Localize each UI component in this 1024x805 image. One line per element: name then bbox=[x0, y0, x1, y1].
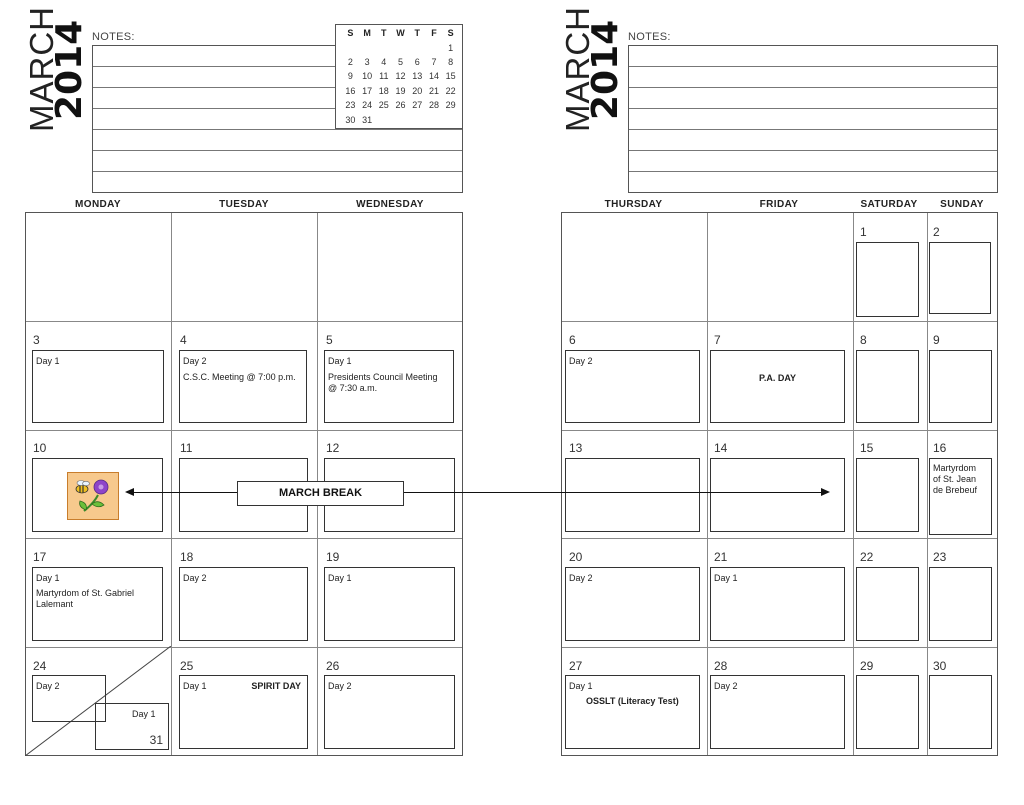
event-text: OSSLT (Literacy Test) bbox=[586, 696, 679, 706]
date-number: 9 bbox=[933, 333, 940, 347]
event-text: de Brebeuf bbox=[933, 485, 978, 495]
day-header-monday: MONDAY bbox=[75, 199, 121, 210]
date-number: 25 bbox=[180, 659, 194, 673]
notes-area-right[interactable] bbox=[628, 45, 998, 193]
day-cell-mar-5[interactable] bbox=[324, 350, 454, 423]
mini-cal-header: T bbox=[414, 28, 420, 39]
date-number: 21 bbox=[714, 550, 728, 564]
day-cell-mar-1[interactable] bbox=[856, 242, 919, 317]
cycle-day-label: Day 1 bbox=[132, 709, 156, 719]
day-cell-mar-2[interactable] bbox=[929, 242, 991, 314]
mini-cal-day: 19 bbox=[395, 85, 406, 96]
mini-cal-header: M bbox=[363, 28, 371, 39]
day-cell-mar-28[interactable] bbox=[710, 675, 845, 749]
date-number: 18 bbox=[180, 550, 194, 564]
day-cell-mar-15[interactable] bbox=[856, 458, 919, 532]
event-text: Martyrdom of St. Gabriel bbox=[36, 588, 135, 598]
event-text: @ 7:30 a.m. bbox=[328, 383, 378, 393]
mini-cal-day: 24 bbox=[362, 100, 373, 111]
mini-cal-header: S bbox=[347, 28, 354, 39]
mini-cal-day: 6 bbox=[414, 56, 420, 67]
date-number: 11 bbox=[180, 441, 193, 455]
mini-cal-day: 26 bbox=[395, 100, 406, 111]
date-number: 31 bbox=[149, 733, 163, 747]
date-number: 4 bbox=[180, 333, 187, 347]
date-number: 16 bbox=[933, 441, 947, 455]
event-text: Lalemant bbox=[36, 599, 74, 609]
day-cell-mar-21[interactable] bbox=[710, 567, 845, 641]
day-header-friday: FRIDAY bbox=[759, 199, 799, 210]
date-number: 29 bbox=[860, 659, 874, 673]
event-text: SPIRIT DAY bbox=[251, 681, 301, 691]
day-cell-mar-20[interactable] bbox=[565, 567, 700, 641]
event-text: Presidents Council Meeting bbox=[328, 372, 438, 382]
day-cell-mar-31[interactable] bbox=[95, 703, 169, 750]
date-number: 14 bbox=[714, 441, 728, 455]
mini-cal-day: 23 bbox=[345, 100, 356, 111]
date-number: 20 bbox=[569, 550, 583, 564]
cycle-day-label: Day 1 bbox=[183, 681, 207, 691]
cycle-day-label: Day 2 bbox=[183, 573, 207, 583]
day-header-sunday: SUNDAY bbox=[940, 199, 984, 210]
event-text: of St. Jean bbox=[933, 474, 977, 484]
arrow-head-right bbox=[821, 488, 830, 496]
mini-cal-day: 7 bbox=[431, 56, 437, 67]
date-number: 3 bbox=[33, 333, 40, 347]
cycle-day-label: Day 2 bbox=[328, 681, 352, 691]
day-cell-mar-7[interactable] bbox=[710, 350, 845, 423]
mini-cal-day: 10 bbox=[362, 71, 373, 82]
day-cell-mar-23[interactable] bbox=[929, 567, 992, 641]
notes-label-right: NOTES: bbox=[628, 31, 671, 43]
date-number: 27 bbox=[569, 659, 583, 673]
day-cell-mar-29[interactable] bbox=[856, 675, 919, 749]
date-number: 6 bbox=[569, 333, 576, 347]
cycle-day-label: Day 2 bbox=[714, 681, 738, 691]
mini-cal-day: 4 bbox=[381, 56, 387, 67]
mini-cal-day: 8 bbox=[448, 56, 454, 67]
date-number: 12 bbox=[326, 441, 340, 455]
date-number: 26 bbox=[326, 659, 340, 673]
year-title-right: 2014 bbox=[585, 19, 626, 120]
day-cell-mar-6[interactable] bbox=[565, 350, 700, 423]
mini-cal-day: 18 bbox=[378, 85, 389, 96]
date-number: 7 bbox=[714, 333, 721, 347]
date-number: 23 bbox=[933, 550, 947, 564]
mini-cal-day: 5 bbox=[398, 56, 404, 67]
mini-cal-day: 17 bbox=[362, 85, 373, 96]
mini-cal-header: T bbox=[381, 28, 387, 39]
bee-flower-clipart bbox=[67, 472, 119, 520]
notes-label-left: NOTES: bbox=[92, 31, 135, 43]
date-number: 17 bbox=[33, 550, 47, 564]
day-cell-mar-8[interactable] bbox=[856, 350, 919, 423]
month-title-right: MARCH bbox=[559, 6, 596, 132]
march-break-label: MARCH BREAK bbox=[237, 481, 404, 506]
cycle-day-label: Day 1 bbox=[328, 356, 352, 366]
cycle-day-label: Day 2 bbox=[569, 356, 593, 366]
day-header-wednesday: WEDNESDAY bbox=[356, 199, 424, 210]
day-cell-mar-25[interactable] bbox=[179, 675, 308, 749]
event-text: P.A. DAY bbox=[758, 373, 797, 383]
mini-cal-day: 3 bbox=[364, 56, 370, 67]
date-number: 19 bbox=[326, 550, 340, 564]
mini-cal-day: 22 bbox=[445, 85, 456, 96]
date-number: 13 bbox=[569, 441, 583, 455]
mini-cal-day: 13 bbox=[412, 71, 423, 82]
mini-cal-day: 16 bbox=[345, 85, 356, 96]
mini-cal-day: 21 bbox=[428, 85, 439, 96]
mini-cal-day: 14 bbox=[428, 71, 439, 82]
day-cell-mar-27[interactable] bbox=[565, 675, 700, 749]
mini-cal-day: 2 bbox=[347, 56, 353, 67]
day-cell-mar-22[interactable] bbox=[856, 567, 919, 641]
cycle-day-label: Day 1 bbox=[36, 356, 60, 366]
day-cell-mar-26[interactable] bbox=[324, 675, 455, 749]
day-cell-mar-30[interactable] bbox=[929, 675, 992, 749]
date-number: 2 bbox=[933, 225, 940, 239]
mini-cal-day: 11 bbox=[379, 71, 389, 82]
mini-calendar bbox=[335, 24, 463, 129]
event-text: Martyrdom bbox=[933, 463, 977, 473]
event-text: C.S.C. Meeting @ 7:00 p.m. bbox=[183, 372, 296, 382]
cycle-day-label: Day 1 bbox=[36, 573, 60, 583]
date-number: 5 bbox=[326, 333, 333, 347]
mini-cal-day: 31 bbox=[362, 114, 373, 125]
mini-cal-header: W bbox=[396, 28, 405, 39]
date-number: 22 bbox=[860, 550, 874, 564]
cycle-day-label: Day 1 bbox=[328, 573, 352, 583]
mini-cal-day: 29 bbox=[445, 100, 456, 111]
cycle-day-label: Day 2 bbox=[183, 356, 207, 366]
day-cell-mar-13[interactable] bbox=[565, 458, 700, 532]
march-break-arrow-right bbox=[404, 492, 822, 493]
date-number: 1 bbox=[860, 225, 867, 239]
date-number: 10 bbox=[33, 441, 47, 455]
year-title-left: 2014 bbox=[49, 19, 90, 120]
day-cell-mar-19[interactable] bbox=[324, 567, 455, 641]
date-number: 30 bbox=[933, 659, 947, 673]
cycle-day-label: Day 2 bbox=[569, 573, 593, 583]
day-cell-mar-18[interactable] bbox=[179, 567, 308, 641]
mini-cal-day: 30 bbox=[345, 114, 356, 125]
cycle-day-label: Day 1 bbox=[714, 573, 738, 583]
mini-cal-header: F bbox=[431, 28, 437, 39]
mini-cal-day: 1 bbox=[448, 42, 454, 53]
mini-cal-header: S bbox=[447, 28, 454, 39]
mini-cal-day: 28 bbox=[428, 100, 439, 111]
day-cell-mar-16[interactable] bbox=[929, 458, 992, 535]
day-cell-mar-17[interactable] bbox=[32, 567, 163, 641]
mini-cal-day: 9 bbox=[347, 71, 353, 82]
mini-cal-day: 15 bbox=[445, 71, 456, 82]
cycle-day-label: Day 1 bbox=[569, 681, 593, 691]
mini-cal-day: 25 bbox=[378, 100, 389, 111]
day-cell-mar-3[interactable] bbox=[32, 350, 164, 423]
day-header-tuesday: TUESDAY bbox=[219, 199, 269, 210]
date-number: 24 bbox=[33, 659, 47, 673]
mini-cal-day: 27 bbox=[412, 100, 423, 111]
date-number: 8 bbox=[860, 333, 867, 347]
day-header-thursday: THURSDAY bbox=[604, 199, 663, 210]
date-number: 28 bbox=[714, 659, 728, 673]
day-header-saturday: SATURDAY bbox=[860, 199, 918, 210]
mini-cal-day: 12 bbox=[395, 71, 406, 82]
month-title-left: MARCH bbox=[23, 6, 60, 132]
cycle-day-label: Day 2 bbox=[36, 681, 60, 691]
day-cell-mar-4[interactable] bbox=[179, 350, 307, 423]
date-number: 15 bbox=[860, 441, 874, 455]
mini-cal-day: 20 bbox=[412, 85, 423, 96]
day-cell-mar-9[interactable] bbox=[929, 350, 992, 423]
march-break-arrow-left bbox=[133, 492, 237, 493]
